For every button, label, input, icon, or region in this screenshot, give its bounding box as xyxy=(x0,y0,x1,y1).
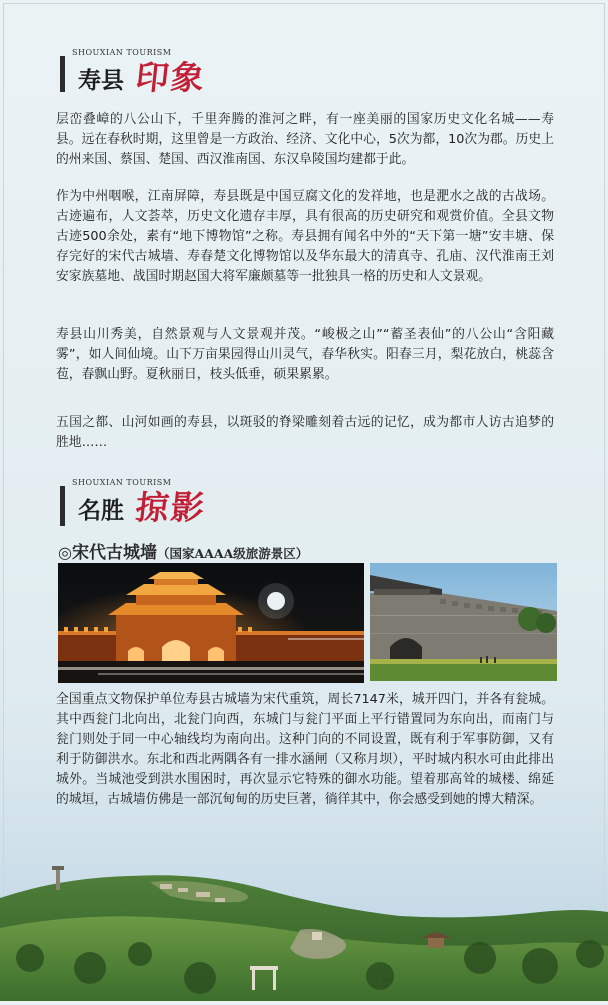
section-title: 寿县 xyxy=(78,67,124,94)
attraction-name: 宋代古城墙 xyxy=(71,543,157,563)
section-subtitle: SHOUXIAN TOURISM xyxy=(72,478,172,487)
section-title-calligraphy: 印象 xyxy=(133,58,208,97)
city-gate-night-photo xyxy=(58,563,364,683)
header-bar xyxy=(60,56,65,92)
section-header-scenic xyxy=(60,478,280,530)
intro-paragraph-1: 层峦叠嶂的八公山下，千里奔腾的淮河之畔，有一座美丽的国家历史文化名城——寿县。远在春秋时期，这里曾是一方政治、经济、文化中心，5次为都，10次为郡。历史上的州来国、蔡国、楚国、西汉淮南国、东汉阜陵国均建都于此。 xyxy=(56,112,554,167)
attraction-description: 全国重点文物保护单位寿县古城墙为宋代重筑，周长7147米，城开四门，并各有瓮城。其中西瓮门北向出，北瓮门向西，东城门与瓮门平面上平行错置同为东向出，而南门与瓮门则处于同一中心轴线均为南向出。这种门向的不同设置，既有利于军事防御，又有利于防御洪水。东北和西北两隅各有一排水涵闸（又称月坝），平时城内积水可由此排出城外。当城池受到洪水围困时，再次显示它特殊的御水功能。望着那高耸的城楼、绵延的城垣，古城墙仿佛是一部沉甸甸的历史巨著，徜徉其中，你会感受到她的博大精深。 xyxy=(56,692,554,807)
section-header-impression xyxy=(60,48,260,98)
header-bar xyxy=(60,486,65,526)
attraction-title xyxy=(58,538,308,563)
intro-paragraph-3: 寿县山川秀美，自然景观与人文景观并茂。“峻极之山”“蓄圣表仙”的八公山“含阳藏雾”，如人间仙境。山下万亩果园得山川灵气，春华秋实。阳春三月，梨花放白，桃蕊含苞，春飘山野。夏秋丽日，枝头低垂，硕果累累。 xyxy=(56,327,554,382)
bullet-icon: ◎ xyxy=(58,543,72,562)
city-wall-day-photo xyxy=(370,563,557,681)
section-title-calligraphy: 掠影 xyxy=(133,488,208,527)
intro-paragraph-4: 五国之都、山河如画的寿县，以斑驳的脊梁雕刻着古远的记忆，成为都市人访古追梦的胜地…… xyxy=(56,415,554,450)
bagong-mountain-landscape-photo xyxy=(0,858,608,1001)
section-title: 名胜 xyxy=(78,497,124,524)
section-subtitle: SHOUXIAN TOURISM xyxy=(72,48,172,57)
attraction-rating-note: （国家AAAA级旅游景区） xyxy=(156,546,309,561)
intro-paragraph-2: 作为中州咽喉，江南屏障，寿县既是中国豆腐文化的发祥地，也是淝水之战的古战场。古迹遍布，人文荟萃，历史文化遗存丰厚，具有很高的历史研究和观赏价值。全县文物古迹500余处，素有“地下博物馆”之称。寿县拥有闻名中外的“天下第一塘”安丰塘、保存完好的宋代古城墙、寿春楚文化博物馆以及华东最大的清真寺、孔庙、汉代淮南王刘安家族墓地、战国时期赵国大将军廉颇墓等一批独具一格的历史和人文景观。 xyxy=(56,189,554,284)
